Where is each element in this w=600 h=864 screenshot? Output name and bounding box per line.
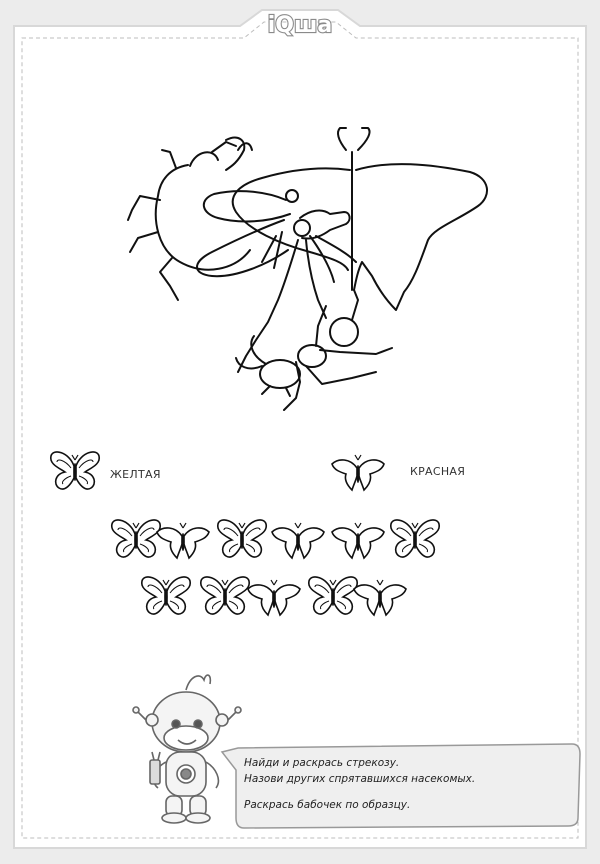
instruction-line-2: Назови других спрятавшихся насекомых. xyxy=(244,773,476,785)
legend-red-label: КРАСНАЯ xyxy=(410,465,466,478)
page-frame xyxy=(14,10,586,848)
legend-yellow-label: ЖЕЛТАЯ xyxy=(110,468,161,481)
instruction-line-1: Найди и раскрась стрекозу. xyxy=(244,757,400,769)
iqsha-logo xyxy=(268,13,332,38)
svg-text:iQша: iQша xyxy=(267,13,333,38)
instruction-line-3: Раскрась бабочек по образцу. xyxy=(244,799,411,811)
